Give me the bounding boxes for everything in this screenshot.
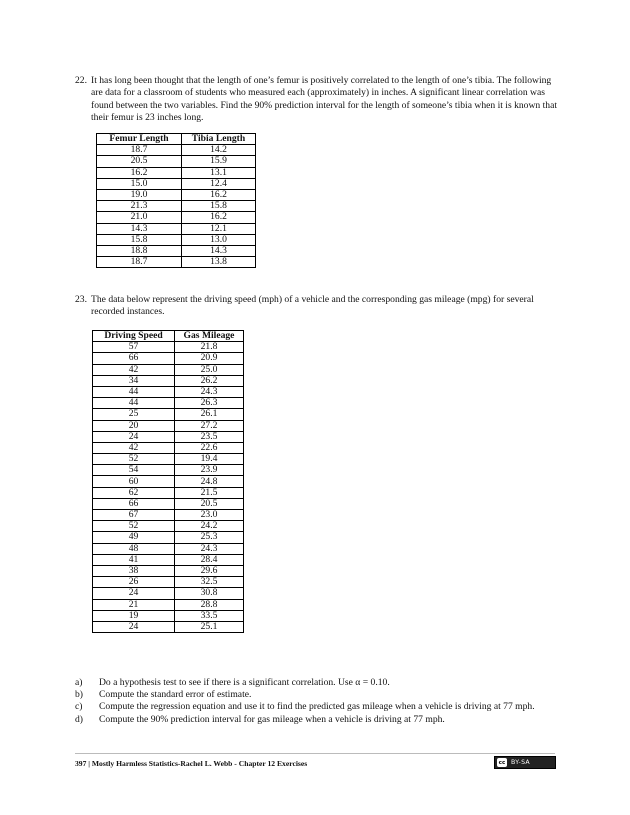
table-cell: 15.8 bbox=[97, 234, 182, 245]
part-text: Do a hypothesis test to see if there is a significant correlation. Use α = 0.10. bbox=[99, 677, 390, 688]
table-row bbox=[97, 145, 256, 156]
cc-icon: cc bbox=[498, 759, 506, 766]
femur-tibia-table bbox=[96, 133, 256, 268]
table-cell: 48 bbox=[93, 543, 175, 554]
footer-divider bbox=[75, 753, 555, 754]
table-row bbox=[93, 510, 244, 521]
table-cell: 24.3 bbox=[175, 386, 244, 397]
problem-text: The data below represent the driving speed (mph) of a vehicle and the corresponding gas mileage (mpg) for several recorded instances. bbox=[91, 294, 534, 318]
table-row bbox=[93, 364, 244, 375]
table-cell: 12.4 bbox=[182, 178, 256, 189]
table-cell: 20 bbox=[93, 420, 175, 431]
table-cell: 26.2 bbox=[175, 375, 244, 386]
speed-mileage-table bbox=[92, 330, 244, 633]
table-cell: 25 bbox=[93, 409, 175, 420]
table-cell: 34 bbox=[93, 375, 175, 386]
table-cell: 20.5 bbox=[97, 156, 182, 167]
table-cell: 24 bbox=[93, 431, 175, 442]
table-row bbox=[97, 257, 256, 268]
problem-number: 23. bbox=[75, 294, 87, 305]
table-cell: 20.9 bbox=[175, 353, 244, 364]
license-label: BY-SA bbox=[511, 759, 530, 766]
table-cell: 14.3 bbox=[182, 245, 256, 256]
table-cell: 28.4 bbox=[175, 554, 244, 565]
table-row bbox=[93, 610, 244, 621]
table-cell: 20.5 bbox=[175, 498, 244, 509]
cc-by-sa-badge-icon bbox=[494, 756, 556, 769]
part-text: Compute the regression equation and use it to find the predicted gas mileage when a vehicle is driving at 77 mph. bbox=[99, 701, 535, 713]
table-cell: 44 bbox=[93, 398, 175, 409]
table-cell: 26.1 bbox=[175, 409, 244, 420]
table-row bbox=[93, 476, 244, 487]
table-row bbox=[93, 409, 244, 420]
table-row bbox=[93, 465, 244, 476]
table-cell: 16.2 bbox=[182, 212, 256, 223]
part-label: b) bbox=[75, 689, 83, 701]
table-cell: 25.1 bbox=[175, 621, 244, 632]
table-row bbox=[93, 398, 244, 409]
table-cell: 15.9 bbox=[182, 156, 256, 167]
table-cell: 49 bbox=[93, 532, 175, 543]
table-cell: 15.8 bbox=[182, 201, 256, 212]
table-cell: 30.8 bbox=[175, 588, 244, 599]
question-part bbox=[75, 677, 570, 689]
table-cell: 32.5 bbox=[175, 577, 244, 588]
question-part bbox=[75, 701, 570, 713]
table-row bbox=[93, 454, 244, 465]
part-label: c) bbox=[75, 701, 83, 713]
part-text: Compute the standard error of estimate. bbox=[99, 689, 252, 701]
table-cell: 28.8 bbox=[175, 599, 244, 610]
table-cell: 38 bbox=[93, 565, 175, 576]
table-cell: 19.4 bbox=[175, 454, 244, 465]
problem-text: It has long been thought that the length of one’s femur is positively correlated to the length of one’s tibia. The following are data for a classroom of students who measured each (approximately) in inches. A significant linear correlation was found between the two variables. Find the 90% prediction interval for the length of someone’s tibia when it is known that their femur is 23 inches long. bbox=[91, 75, 557, 124]
table-cell: 25.0 bbox=[175, 364, 244, 375]
table-cell: 12.1 bbox=[182, 223, 256, 234]
table-cell: 66 bbox=[93, 498, 175, 509]
table-cell: 13.8 bbox=[182, 257, 256, 268]
table-cell: 18.8 bbox=[97, 245, 182, 256]
table-row bbox=[93, 342, 244, 353]
problem-23-parts bbox=[75, 677, 570, 726]
column-header: Tibia Length bbox=[182, 134, 256, 145]
table-cell: 24.3 bbox=[175, 543, 244, 554]
table-row bbox=[93, 554, 244, 565]
table-row bbox=[97, 156, 256, 167]
table-cell: 24 bbox=[93, 588, 175, 599]
table-row bbox=[93, 353, 244, 364]
problem-22 bbox=[75, 75, 565, 125]
table-row bbox=[93, 431, 244, 442]
page-footer: 397 | Mostly Harmless Statistics-Rachel L. Webb - Chapter 12 Exercises bbox=[75, 759, 308, 768]
table-row bbox=[93, 498, 244, 509]
table-row bbox=[97, 201, 256, 212]
table-cell: 15.0 bbox=[97, 178, 182, 189]
table-row bbox=[93, 621, 244, 632]
table-row bbox=[93, 588, 244, 599]
table-row bbox=[93, 521, 244, 532]
table-cell: 22.6 bbox=[175, 442, 244, 453]
table-cell: 33.5 bbox=[175, 610, 244, 621]
table-row bbox=[97, 212, 256, 223]
table-cell: 52 bbox=[93, 521, 175, 532]
table-row bbox=[93, 442, 244, 453]
part-label: d) bbox=[75, 713, 83, 725]
table-cell: 62 bbox=[93, 487, 175, 498]
table-cell: 26.3 bbox=[175, 398, 244, 409]
part-text: Compute the 90% prediction interval for gas mileage when a vehicle is driving at 77 mph. bbox=[99, 713, 445, 725]
table-row bbox=[93, 565, 244, 576]
table-cell: 60 bbox=[93, 476, 175, 487]
table-cell: 54 bbox=[93, 465, 175, 476]
table-cell: 21 bbox=[93, 599, 175, 610]
table-cell: 23.0 bbox=[175, 510, 244, 521]
table-cell: 16.2 bbox=[97, 167, 182, 178]
table-cell: 29.6 bbox=[175, 565, 244, 576]
table-row bbox=[93, 532, 244, 543]
table-cell: 18.7 bbox=[97, 257, 182, 268]
table-row bbox=[97, 178, 256, 189]
table-row bbox=[93, 420, 244, 431]
table-row bbox=[97, 234, 256, 245]
table-cell: 19 bbox=[93, 610, 175, 621]
table-cell: 13.0 bbox=[182, 234, 256, 245]
table-cell: 27.2 bbox=[175, 420, 244, 431]
part-label: a) bbox=[75, 677, 83, 688]
problem-number: 22. bbox=[75, 75, 87, 86]
column-header: Femur Length bbox=[97, 134, 182, 145]
table-cell: 42 bbox=[93, 364, 175, 375]
table-cell: 18.7 bbox=[97, 145, 182, 156]
table-cell: 26 bbox=[93, 577, 175, 588]
table-cell: 24 bbox=[93, 621, 175, 632]
table-cell: 42 bbox=[93, 442, 175, 453]
table-row bbox=[93, 577, 244, 588]
question-part bbox=[75, 689, 570, 701]
table-cell: 21.0 bbox=[97, 212, 182, 223]
table-cell: 44 bbox=[93, 386, 175, 397]
table-cell: 21.3 bbox=[97, 201, 182, 212]
question-part bbox=[75, 714, 570, 726]
table-header-row bbox=[93, 331, 244, 342]
table-cell: 24.8 bbox=[175, 476, 244, 487]
table-cell: 25.3 bbox=[175, 532, 244, 543]
table-cell: 19.0 bbox=[97, 189, 182, 200]
table-cell: 16.2 bbox=[182, 189, 256, 200]
table-row bbox=[93, 599, 244, 610]
table-cell: 23.9 bbox=[175, 465, 244, 476]
table-cell: 41 bbox=[93, 554, 175, 565]
table-cell: 13.1 bbox=[182, 167, 256, 178]
column-header: Gas Mileage bbox=[175, 331, 244, 342]
table-cell: 67 bbox=[93, 510, 175, 521]
column-header: Driving Speed bbox=[93, 331, 175, 342]
table-row bbox=[93, 543, 244, 554]
table-cell: 24.2 bbox=[175, 521, 244, 532]
table-row bbox=[97, 167, 256, 178]
problem-23 bbox=[75, 294, 565, 319]
table-cell: 66 bbox=[93, 353, 175, 364]
table-row bbox=[97, 223, 256, 234]
table-row bbox=[93, 386, 244, 397]
table-cell: 57 bbox=[93, 342, 175, 353]
table-cell: 14.2 bbox=[182, 145, 256, 156]
table-header-row bbox=[97, 134, 256, 145]
table-row bbox=[97, 245, 256, 256]
table-cell: 23.5 bbox=[175, 431, 244, 442]
table-cell: 14.3 bbox=[97, 223, 182, 234]
table-row bbox=[93, 375, 244, 386]
table-row bbox=[93, 487, 244, 498]
table-row bbox=[97, 189, 256, 200]
table-cell: 21.8 bbox=[175, 342, 244, 353]
table-cell: 52 bbox=[93, 454, 175, 465]
table-cell: 21.5 bbox=[175, 487, 244, 498]
